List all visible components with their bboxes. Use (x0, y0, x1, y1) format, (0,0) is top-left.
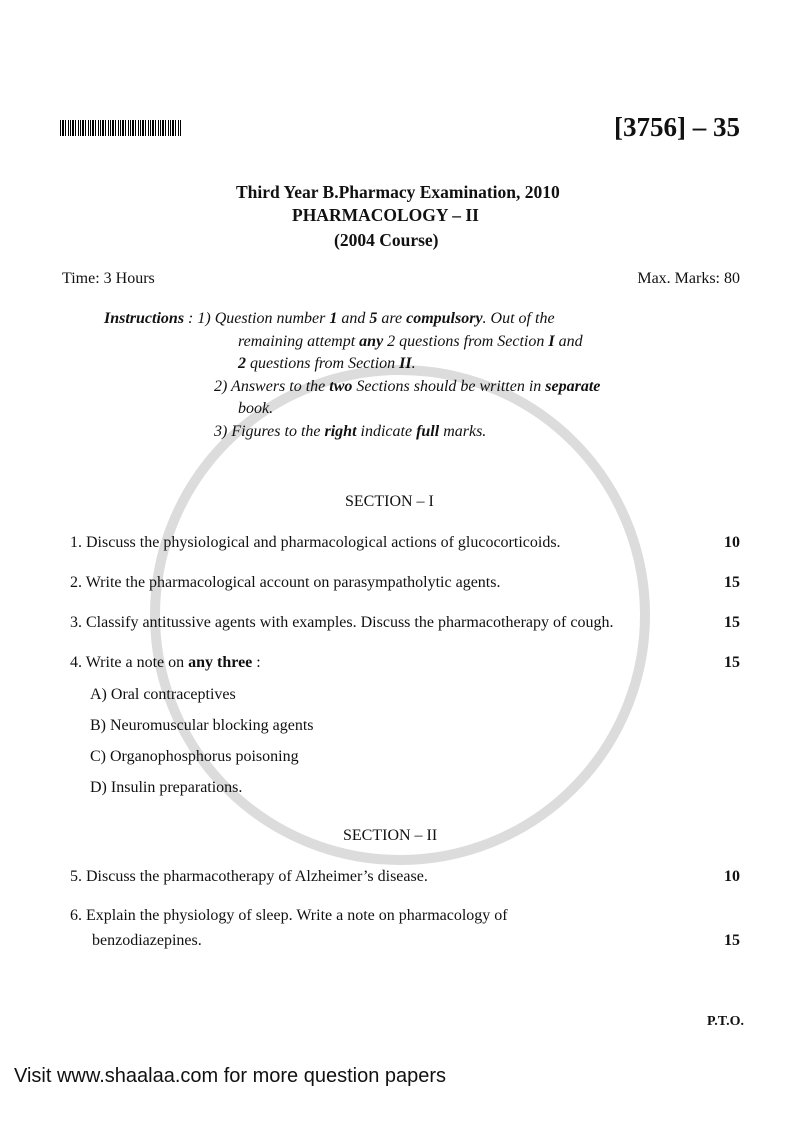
instruction-text: 2) Answers to the (214, 378, 330, 395)
instruction-emphasis: compulsory (406, 310, 483, 327)
instruction-text: Sections should be written in (352, 378, 546, 395)
question-5: 5. Discuss the pharmacotherapy of Alzheimer’s disease. (70, 868, 428, 885)
instruction-emphasis: 5 (369, 310, 378, 327)
instruction-line (238, 400, 273, 418)
question-4-emphasis: any three (188, 654, 253, 671)
instruction-line (214, 423, 486, 441)
question-6-marks: 15 (724, 932, 740, 949)
question-4-prefix: 4. Write a note on (70, 654, 189, 671)
instruction-emphasis: right (324, 423, 357, 440)
instruction-text: are (377, 310, 407, 327)
question-4 (70, 654, 261, 672)
instruction-line (238, 333, 583, 351)
question-4-marks: 15 (724, 654, 740, 671)
question-3: 3. Classify antitussive agents with examples. Discuss the pharmacotherapy of cough. (70, 614, 614, 631)
question-4-option-d: D) Insulin preparations. (90, 779, 243, 796)
time-label: Time: 3 Hours (62, 270, 155, 287)
section-1-heading: SECTION – I (345, 493, 434, 510)
instruction-text: 3) Figures to the (214, 423, 325, 440)
question-4-option-b: B) Neuromuscular blocking agents (90, 717, 314, 734)
instruction-text: remaining attempt (238, 333, 360, 350)
question-6-line-1: 6. Explain the physiology of sleep. Write a note on pharmacology of (70, 907, 508, 924)
question-6-line-2: benzodiazepines. (92, 932, 202, 949)
instruction-text: and (554, 333, 583, 350)
instruction-emphasis: Instructions (104, 310, 185, 327)
instruction-text: book. (238, 400, 274, 417)
instruction-text: marks. (439, 423, 487, 440)
section-2-heading: SECTION – II (343, 827, 438, 844)
question-5-marks: 10 (724, 868, 740, 885)
instruction-text: questions from Section (246, 355, 400, 372)
instruction-emphasis: 1 (329, 310, 338, 327)
instruction-text: . (411, 355, 416, 372)
question-4-option-c: C) Organophosphorus poisoning (90, 748, 299, 765)
question-3-marks: 15 (724, 614, 740, 631)
instruction-emphasis: I (548, 333, 555, 350)
question-2-marks: 15 (724, 574, 740, 591)
instruction-text: and (337, 310, 370, 327)
instruction-text: : 1) Question number (184, 310, 330, 327)
subject-title: PHARMACOLOGY – II (292, 205, 479, 225)
instruction-text: 2 questions from Section (383, 333, 549, 350)
paper-code: [3756] – 35 (614, 112, 740, 142)
max-marks-label: Max. Marks: 80 (637, 270, 740, 287)
instruction-text: . Out of the (482, 310, 555, 327)
please-turn-over: P.T.O. (707, 1014, 744, 1029)
question-2: 2. Write the pharmacological account on parasympatholytic agents. (70, 574, 501, 591)
instruction-emphasis: 2 (238, 355, 246, 372)
question-4-option-a: A) Oral contraceptives (90, 686, 236, 703)
instruction-line (104, 310, 555, 328)
instruction-text: indicate (356, 423, 417, 440)
question-4-suffix: : (252, 654, 261, 671)
barcode (60, 120, 182, 136)
question-1-marks: 10 (724, 534, 740, 551)
instruction-line (238, 355, 416, 373)
instruction-emphasis: separate (545, 378, 601, 395)
instruction-emphasis: II (399, 355, 412, 372)
exam-title: Third Year B.Pharmacy Examination, 2010 (236, 182, 560, 202)
footer-link-text[interactable]: Visit www.shaalaa.com for more question papers (14, 1065, 447, 1087)
instruction-emphasis: two (329, 378, 353, 395)
instruction-line (214, 378, 600, 396)
instruction-emphasis: full (416, 423, 440, 440)
question-1: 1. Discuss the physiological and pharmacological actions of glucocorticoids. (70, 534, 561, 551)
course-title: (2004 Course) (334, 230, 439, 250)
instruction-emphasis: any (359, 333, 384, 350)
